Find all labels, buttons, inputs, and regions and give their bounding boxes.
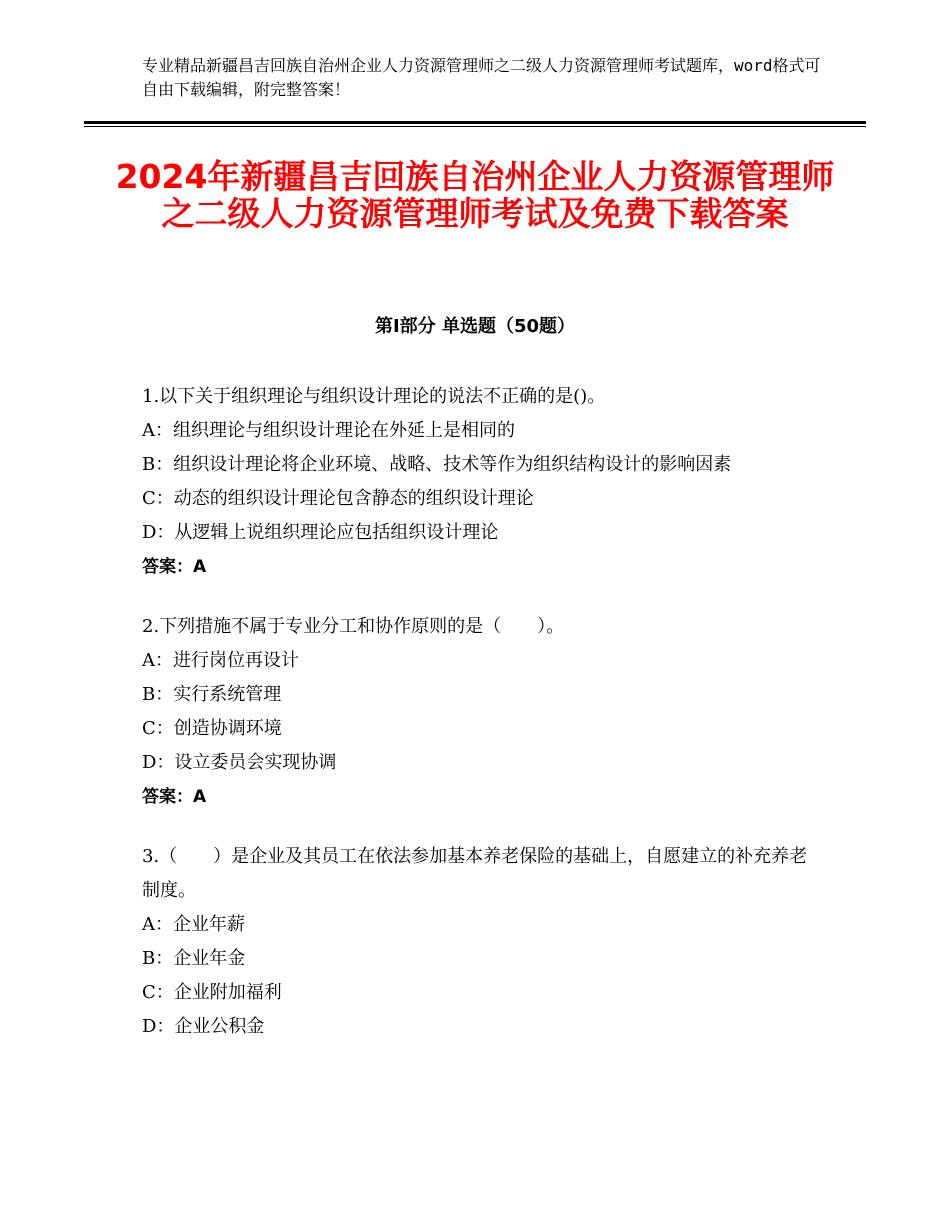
- option-a: A：进行岗位再设计: [142, 650, 299, 671]
- section-title: 第Ⅰ部分 单选题（50题）: [374, 316, 575, 337]
- question-stem: 2.下列措施不属于专业分工和协作原则的是（ ）。: [142, 616, 565, 637]
- option-d: D：从逻辑上说组织理论应包括组织设计理论: [142, 522, 499, 543]
- question-3: [142, 840, 808, 1044]
- header-note: 专业精品新疆昌吉回族自治州企业人力资源管理师之二级人力资源管理师考试题库，word格式可自由下载编辑，附完整答案！: [142, 56, 821, 99]
- option-b: B：企业年金: [142, 948, 246, 969]
- answer: 答案：A: [142, 557, 207, 577]
- question-1: [142, 380, 808, 584]
- option-b: B：组织设计理论将企业环境、战略、技术等作为组织结构设计的影响因素: [142, 454, 732, 475]
- option-a: A：组织理论与组织设计理论在外延上是相同的: [142, 420, 515, 441]
- option-c: C：动态的组织设计理论包含静态的组织设计理论: [142, 488, 534, 509]
- question-stem: 3.（ ）是企业及其员工在依法参加基本养老保险的基础上，自愿建立的补充养老制度。: [142, 846, 808, 901]
- document-title: 2024年新疆昌吉回族自治州企业人力资源管理师之二级人力资源管理师考试及免费下载答案: [115, 157, 835, 233]
- header-rule-thick: [84, 121, 866, 124]
- question-list: [142, 380, 808, 1070]
- option-a: A：企业年薪: [142, 914, 245, 935]
- header-rule-thin: [84, 126, 866, 127]
- question-stem: 1.以下关于组织理论与组织设计理论的说法不正确的是()。: [142, 386, 606, 407]
- question-2: [142, 610, 808, 814]
- answer: 答案：A: [142, 787, 207, 807]
- option-b: B：实行系统管理: [142, 684, 282, 705]
- option-c: C：创造协调环境: [142, 718, 282, 739]
- option-d: D：企业公积金: [142, 1016, 265, 1037]
- option-c: C：企业附加福利: [142, 982, 282, 1003]
- option-d: D：设立委员会实现协调: [142, 752, 337, 773]
